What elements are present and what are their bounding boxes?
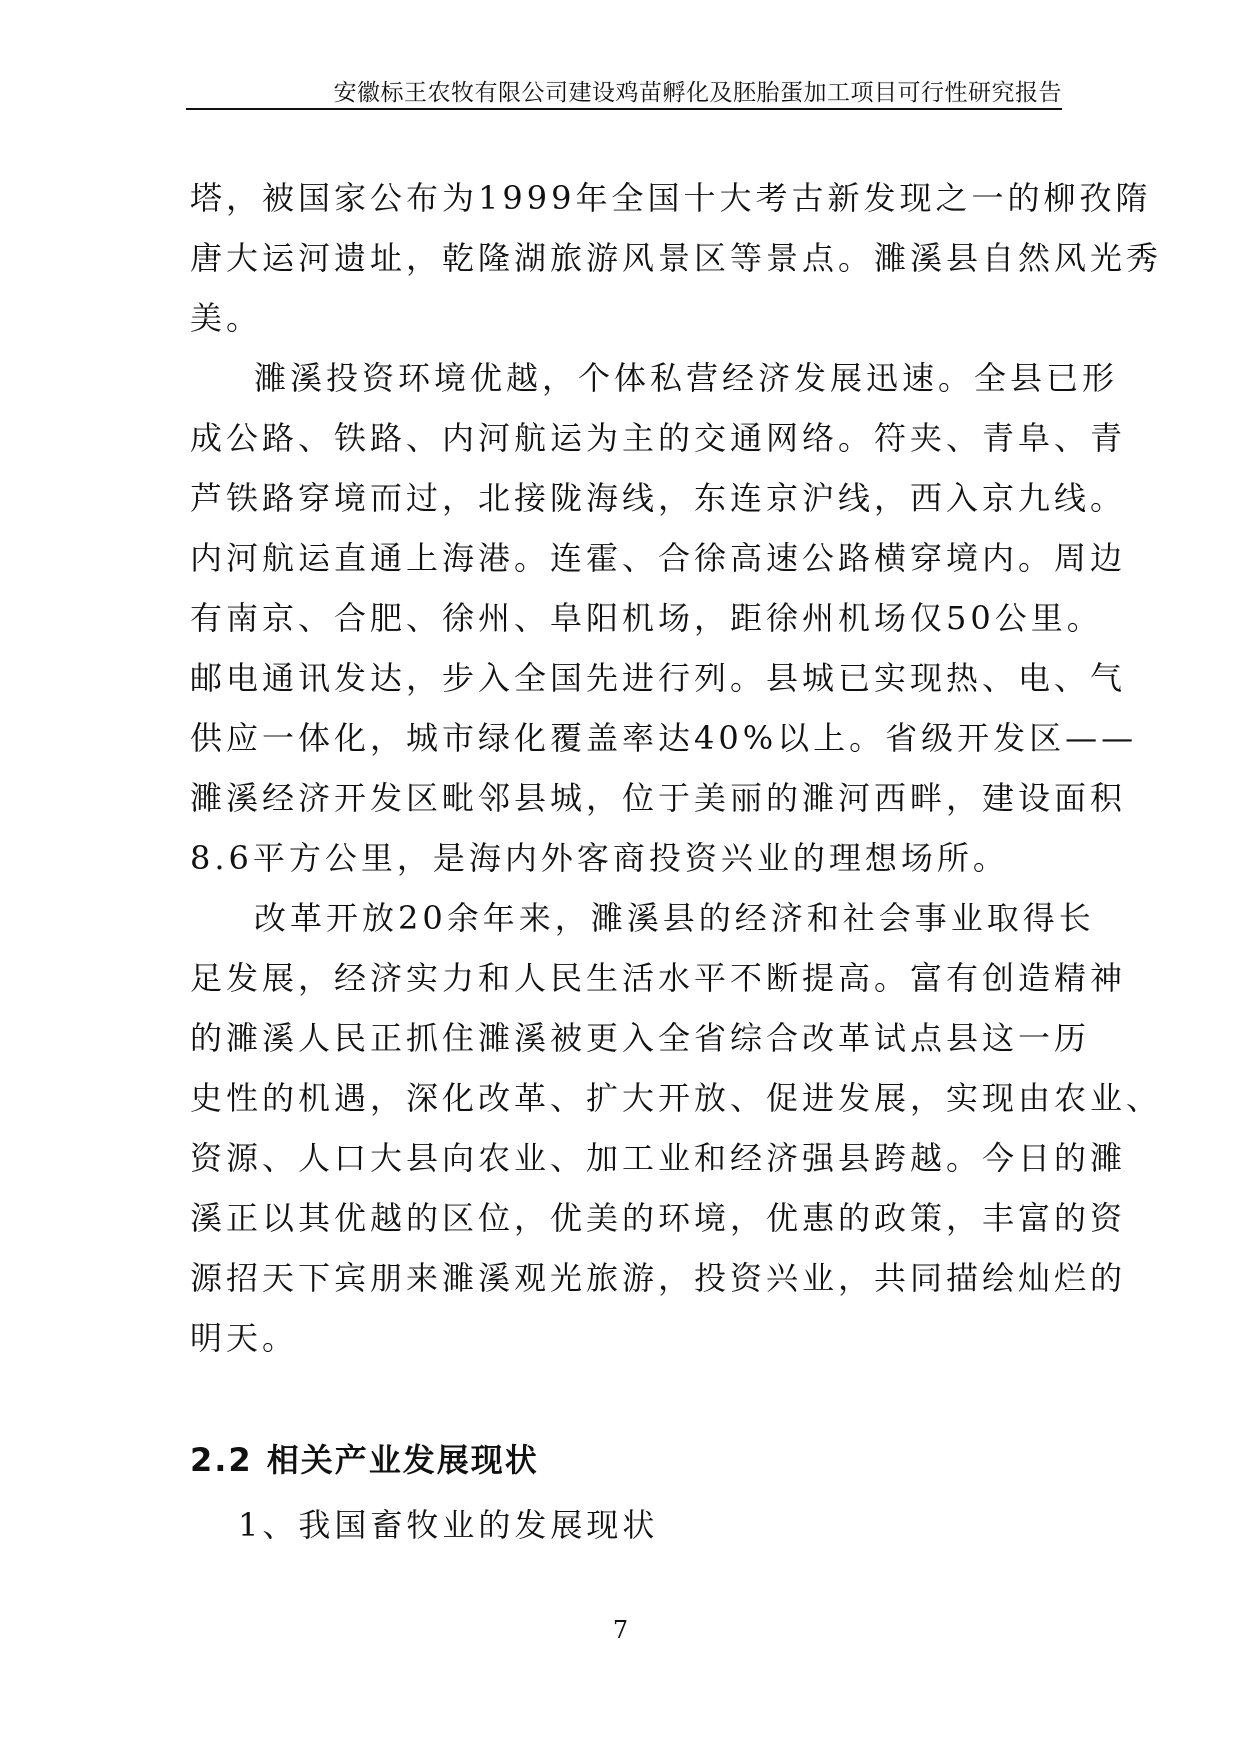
paragraph-line: 唐大运河遗址，乾隆湖旅游风景区等景点。濉溪县自然风光秀 [190,239,1163,277]
paragraph-line: 溪正以其优越的区位，优美的环境，优惠的政策，丰富的资 [190,1199,1127,1237]
section-number: 2.2 [190,1441,253,1479]
paragraph-line: 8.6平方公里，是海内外客商投资兴业的理想场所。 [190,839,1009,877]
paragraph-line: 内河航运直通上海港。连霍、合徐高速公路横穿境内。周边 [190,539,1127,577]
paragraph-line: 史性的机遇，深化改革、扩大开放、促进发展，实现由农业、 [190,1079,1163,1117]
paragraph-line: 足发展，经济实力和人民生活水平不断提高。富有创造精神 [190,959,1127,997]
page-number: 7 [612,1616,629,1644]
paragraph-line: 塔，被国家公布为1999年全国十大考古新发现之一的柳孜隋 [190,179,1152,217]
section-title: 相关产业发展现状 [266,1441,539,1479]
header-title: 安徽标王农牧有限公司建设鸡苗孵化及胚胎蛋加工项目可行性研究报告 [333,80,1062,106]
paragraph-line: 邮电通讯发达，步入全国先进行列。县城已实现热、电、气 [190,659,1127,697]
paragraph-line: 的濉溪人民正抓住濉溪被更入全省综合改革试点县这一历 [190,1019,1091,1057]
paragraph-line: 有南京、合肥、徐州、阜阳机场，距徐州机场仅50公里。 [190,599,1103,637]
body-text [190,168,1163,1368]
paragraph-line: 改革开放20余年来，濉溪县的经济和社会事业取得长 [254,899,1095,937]
paragraph-line: 源招天下宾朋来濉溪观光旅游，投资兴业，共同描绘灿烂的 [190,1259,1127,1297]
paragraph-line: 濉溪经济开发区毗邻县城，位于美丽的濉河西畔，建设面积 [190,779,1127,817]
subsection-item: 1、我国畜牧业的发展现状 [238,1506,659,1544]
paragraph-line: 资源、人口大县向农业、加工业和经济强县跨越。今日的濉 [190,1139,1127,1177]
paragraph-line: 供应一体化，城市绿化覆盖率达40%以上。省级开发区—— [190,719,1138,757]
section-heading [190,1435,539,1481]
paragraph-line: 美。 [190,299,263,337]
paragraph-line: 芦铁路穿境而过，北接陇海线，东连京沪线，西入京九线。 [190,479,1127,517]
paragraph-line: 明天。 [190,1319,299,1357]
page-header [186,72,1062,110]
paragraph-line: 成公路、铁路、内河航运为主的交通网络。符夹、青阜、青 [190,419,1127,457]
paragraph-line: 濉溪投资环境优越，个体私营经济发展迅速。全县已形 [254,359,1119,397]
